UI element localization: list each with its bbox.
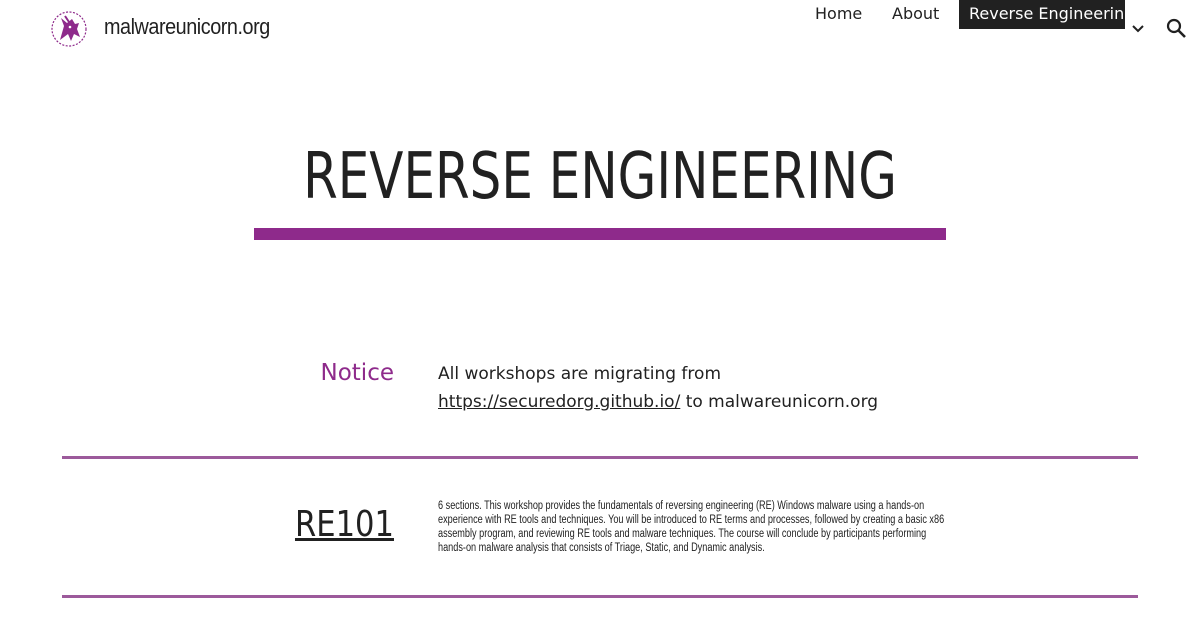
- notice-text-after: to malwareunicorn.org: [680, 392, 879, 412]
- workshop-re101-link[interactable]: RE101: [294, 504, 394, 545]
- notice-text-before: All workshops are migrating from: [438, 364, 721, 384]
- chevron-down-icon[interactable]: [1128, 18, 1148, 38]
- nav-reverse-engineering-link[interactable]: Reverse Engineering: [959, 0, 1125, 29]
- page-title: REVERSE ENGINEERING: [303, 140, 897, 214]
- nav-home-link[interactable]: Home: [815, 4, 863, 23]
- unicorn-logo-icon[interactable]: [50, 10, 88, 48]
- notice-label: Notice: [320, 360, 394, 386]
- migration-link[interactable]: https://securedorg.github.io/: [438, 392, 681, 412]
- workshop-re101-description: 6 sections. This workshop provides the fundamentals of reversing engineering (RE) Windows malware using a hands-on experience with RE tools and techniques. You will be introduced to RE terms and processes, followed by creating a basic x86 assembly program, and reviewing RE tools and malware techniques. The course will conclude by participants performing hands-on malware analysis that consists of Triage, Static, and Dynamic analysis.: [438, 500, 945, 554]
- site-header: [0, 0, 1200, 56]
- section-divider: [62, 456, 1138, 459]
- nav-about-link[interactable]: About: [892, 4, 940, 23]
- notice-text: [438, 360, 958, 416]
- search-icon[interactable]: [1164, 16, 1188, 40]
- title-underline: [254, 228, 946, 240]
- site-title-link[interactable]: malwareunicorn.org: [104, 14, 270, 39]
- section-divider: [62, 595, 1138, 598]
